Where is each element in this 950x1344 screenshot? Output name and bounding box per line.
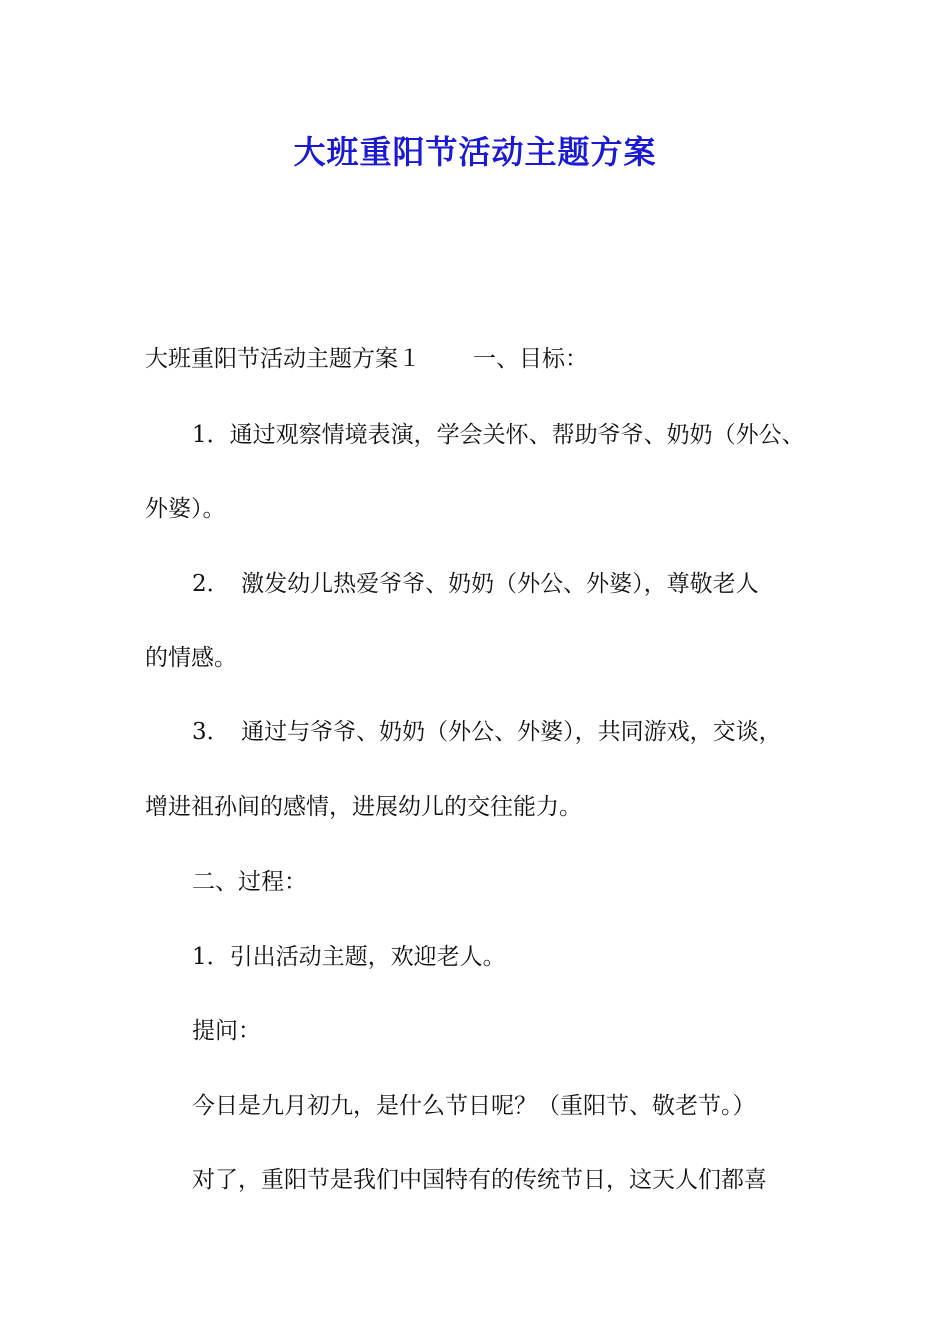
section-title: 大班重阳节活动主题方案１	[145, 346, 421, 372]
document-title: 大班重阳节活动主题方案	[293, 133, 657, 171]
paragraph-goal-3-cont: 增进祖孙间的感情，进展幼儿的交往能力。	[145, 794, 582, 820]
paragraph-question: 今日是九月初九，是什么节日呢？（重阳节、敬老节。）	[192, 1093, 756, 1119]
paragraph-heading-line	[145, 343, 845, 375]
paragraph-question-label: 提问：	[192, 1018, 261, 1044]
paragraph-process-1: 1．引出活动主题，欢迎老人。	[192, 944, 506, 970]
paragraph-goal-1: 1．通过观察情境表演，学会关怀、帮助爷爷、奶奶（外公、	[192, 422, 805, 448]
paragraph-process-heading: 二、过程：	[192, 869, 307, 895]
paragraph-goal-2-cont: 的情感。	[145, 645, 237, 671]
paragraph-answer: 对了，重阳节是我们中国特有的传统节日，这天人们都喜	[192, 1167, 767, 1193]
paragraph-goal-2: 2． 激发幼儿热爱爷爷、奶奶（外公、外婆），尊敬老人	[192, 571, 759, 597]
paragraph-goal-3: 3． 通过与爷爷、奶奶（外公、外婆），共同游戏，交谈，	[192, 719, 782, 745]
goal-heading: 一、目标：	[473, 346, 588, 372]
paragraph-goal-1-cont: 外婆）。	[145, 496, 226, 522]
